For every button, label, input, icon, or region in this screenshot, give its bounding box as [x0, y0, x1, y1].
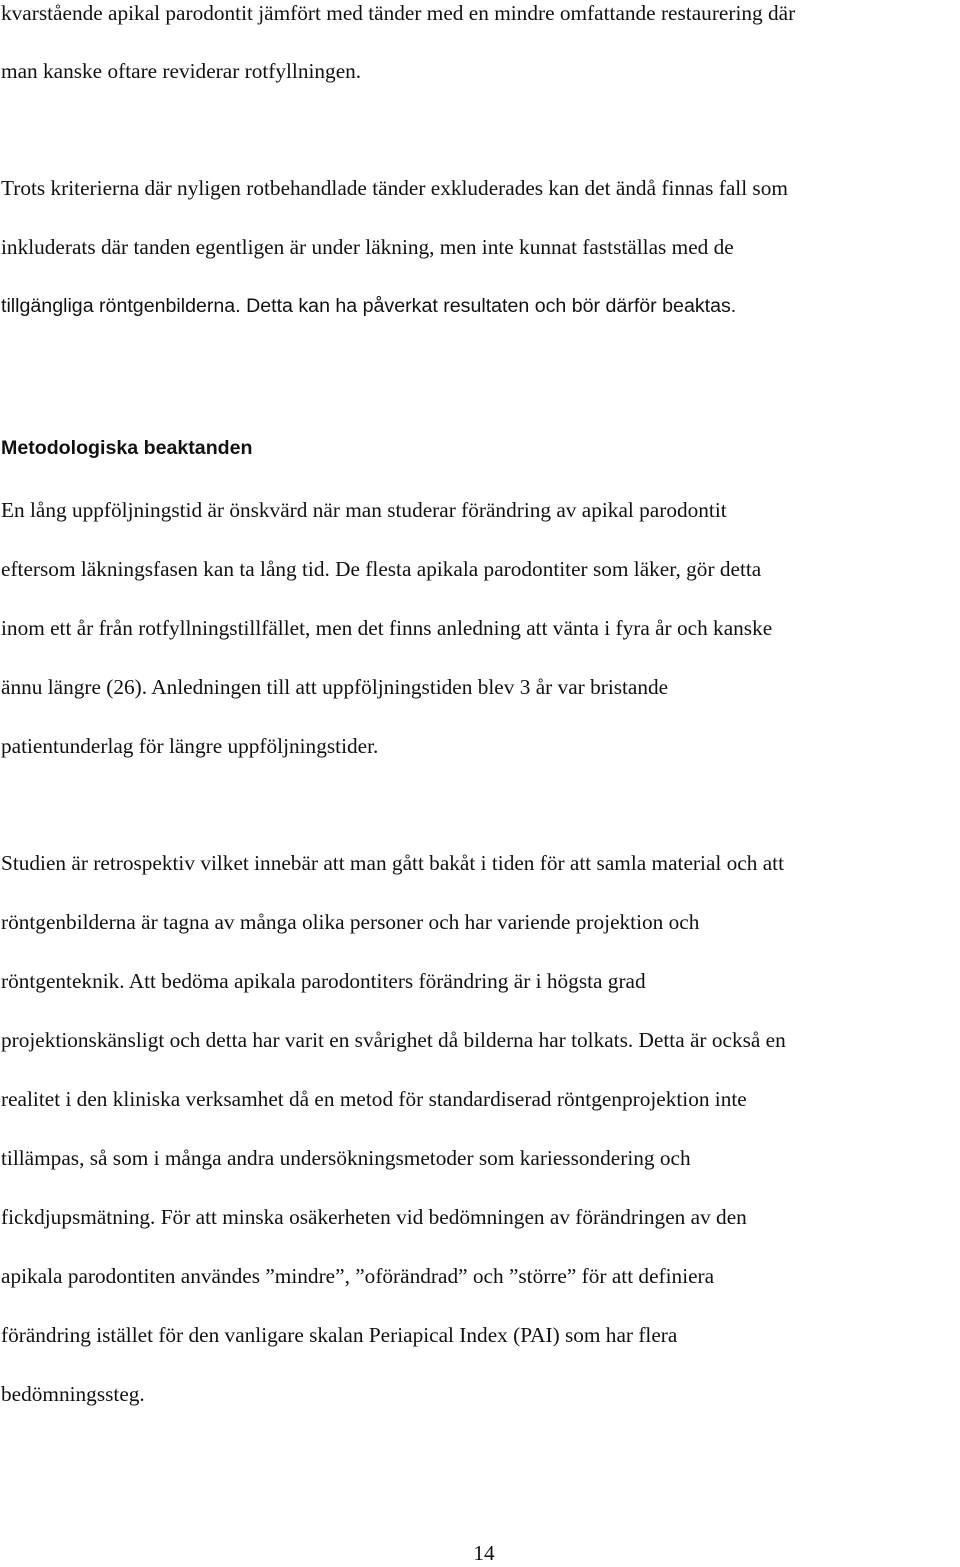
- text-line: patientunderlag för längre uppföljningstider.: [1, 734, 379, 758]
- text-line: kvarstående apikal parodontit jämfört med tänder med en mindre omfattande restaurering där: [1, 1, 796, 25]
- text-line: realitet i den kliniska verksamhet då en metod för standardiserad röntgenprojektion inte: [1, 1087, 747, 1111]
- text-line: ännu längre (26). Anledningen till att uppföljningstiden blev 3 år var bristande: [1, 675, 669, 699]
- text-line: Trots kriterierna där nyligen rotbehandlade tänder exkluderades kan det ändå finnas fall som: [1, 176, 788, 200]
- text-line: inom ett år från rotfyllningstillfället, men det finns anledning att vänta i fyra år och kanske: [1, 616, 773, 640]
- text-line: En lång uppföljningstid är önskvärd när man studerar förändring av apikal parodontit: [1, 498, 727, 522]
- text-line: Studien är retrospektiv vilket innebär att man gått bakåt i tiden för att samla material och att: [1, 851, 784, 875]
- text-line: tillgängliga röntgenbilderna. Detta kan ha påverkat resultaten och bör därför beaktas.: [1, 295, 737, 317]
- text-line: man kanske oftare reviderar rotfyllningen.: [1, 59, 362, 83]
- text-line: projektionskänsligt och detta har varit en svårighet då bilderna har tolkats. Detta är också en: [1, 1028, 786, 1052]
- text-line: tillämpas, så som i många andra undersökningsmetoder som kariessondering och: [1, 1146, 691, 1170]
- text-line: eftersom läkningsfasen kan ta lång tid. De flesta apikala parodontiter som läker, gör detta: [1, 557, 762, 581]
- text-line: bedömningssteg.: [1, 1382, 145, 1406]
- section-heading: Metodologiska beaktanden: [1, 437, 253, 459]
- text-line: röntgenteknik. Att bedöma apikala parodontiters förändring är i högsta grad: [1, 969, 646, 993]
- text-line: inkluderats där tanden egentligen är under läkning, men inte kunnat fastställas med de: [1, 235, 734, 259]
- page-number: 14: [473, 1541, 495, 1565]
- text-line: förändring istället för den vanligare skalan Periapical Index (PAI) som har flera: [1, 1323, 678, 1347]
- text-line: röntgenbilderna är tagna av många olika personer och har variende projektion och: [1, 910, 700, 934]
- text-line: apikala parodontiten användes ”mindre”, ”oförändrad” och ”större” för att definiera: [1, 1264, 715, 1288]
- text-line: fickdjupsmätning. För att minska osäkerheten vid bedömningen av förändringen av den: [1, 1205, 747, 1229]
